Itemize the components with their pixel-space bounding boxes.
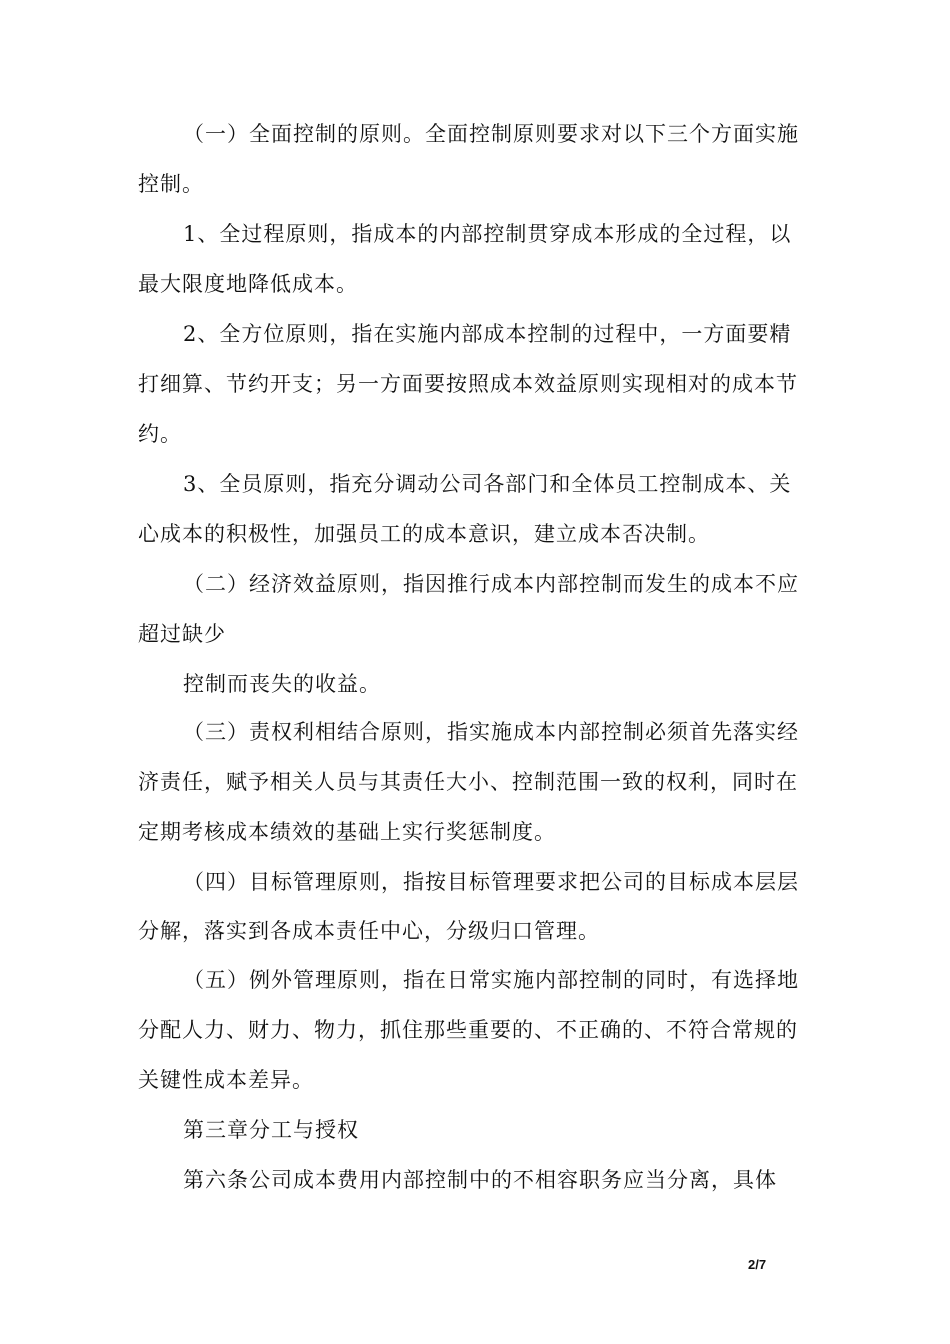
paragraph-line: 打细算、节约开支；另一方面要按照成本效益原则实现相对的成本节 <box>138 372 798 396</box>
page-number: 2/7 <box>748 1257 767 1272</box>
chapter-heading: 第三章分工与授权 <box>183 1118 359 1142</box>
paragraph-line: 第六条公司成本费用内部控制中的不相容职务应当分离，具体 <box>183 1168 777 1192</box>
paragraph-line: 2、全方位原则，指在实施内部成本控制的过程中，一方面要精 <box>183 322 792 346</box>
paragraph-line: （五）例外管理原则，指在日常实施内部控制的同时，有选择地 <box>183 968 799 992</box>
paragraph-line: 最大限度地降低成本。 <box>138 272 358 296</box>
paragraph-line: （二）经济效益原则，指因推行成本内部控制而发生的成本不应 <box>183 572 799 596</box>
paragraph-line: 心成本的积极性，加强员工的成本意识，建立成本否决制。 <box>138 522 710 546</box>
paragraph-line: 济责任，赋予相关人员与其责任大小、控制范围一致的权利，同时在 <box>138 770 798 794</box>
paragraph-line: （四）目标管理原则，指按目标管理要求把公司的目标成本层层 <box>183 870 799 894</box>
paragraph-line: 关键性成本差异。 <box>138 1068 314 1092</box>
paragraph-line: 控制。 <box>138 172 204 196</box>
paragraph-line: 约。 <box>138 422 182 446</box>
paragraph-line: 3、全员原则，指充分调动公司各部门和全体员工控制成本、关 <box>183 472 792 496</box>
paragraph-line: 分配人力、财力、物力，抓住那些重要的、不正确的、不符合常规的 <box>138 1018 798 1042</box>
paragraph-line: 控制而丧失的收益。 <box>183 672 381 696</box>
paragraph-line: （三）责权利相结合原则，指实施成本内部控制必须首先落实经 <box>183 720 799 744</box>
paragraph-line: 分解，落实到各成本责任中心，分级归口管理。 <box>138 919 600 943</box>
paragraph-line: 1、全过程原则，指成本的内部控制贯穿成本形成的全过程，以 <box>183 222 792 246</box>
paragraph-line: （一）全面控制的原则。全面控制原则要求对以下三个方面实施 <box>183 122 799 146</box>
paragraph-line: 定期考核成本绩效的基础上实行奖惩制度。 <box>138 820 556 844</box>
paragraph-line: 超过缺少 <box>138 622 226 646</box>
